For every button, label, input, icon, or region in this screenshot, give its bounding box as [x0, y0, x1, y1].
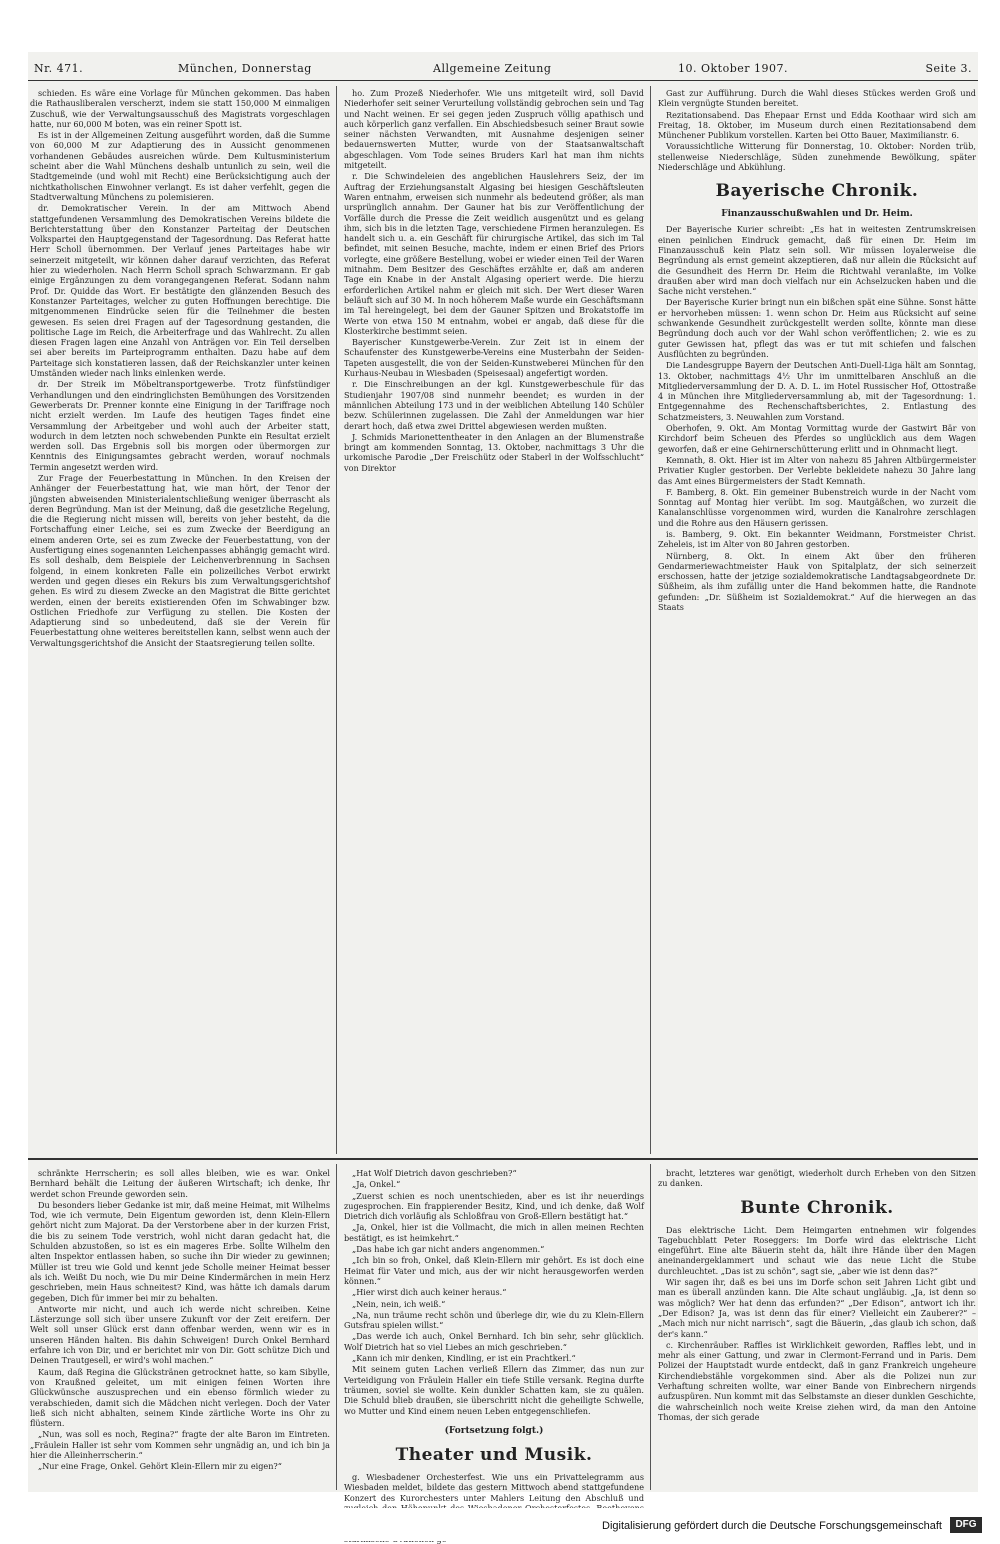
lower-column-3: [658, 1168, 976, 1488]
page-number: Seite 3.: [925, 62, 972, 75]
paragraph: J. Schmids Marionettentheater in den Anlagen an der Blumenstraße bringt am kommenden Sonntag, 13. Oktober, nachmittags 3 Uhr die urkomische Parodie „Der Freischütz oder Staberl in der Wolfsschlucht“ von Direktor: [344, 431, 644, 473]
paragraph: Mit seinem guten Lachen verließ Ellern das Zimmer, das nun zur Verteidigung von Fräulein Haller ein tiefe Stille versank. Regina durfte träumen, soviel sie wollte. Kein dunkler Schatten kam, sie zu quälen. Die Schuld blieb draußen, sie überschritt nicht die geheiligte Schwelle, wo Mutter und Kind einem neuen Leben entgegenschliefen.: [344, 1364, 644, 1416]
paragraph: bracht, letzteres war genötigt, wiederholt durch Erheben von den Sitzen zu danken.: [658, 1168, 976, 1189]
paragraph: Nürnberg, 8. Okt. In einem Akt über den früheren Gendarmeriewachtmeister Hauk von Spitalplatz, der sich seinerzeit erschossen, hatte der jetzige sozialdemokratische Landtagsabgeordnete Dr. Süßheim, als ihm zufällig unter die Hand bekommen hatte, die Randnote gefunden: „Dr. Süßheim ist Sozialdemokrat.“ Auf die hierwegen an das Staats: [658, 550, 976, 613]
paragraph: Du besonders lieber Gedanke ist mir, daß meine Heimat, mit Wilhelms Tod, wie ich vermute, Dein Eigentum geworden ist, denn Klein-Ellern gehört nicht zum Majorat. Da der Verstorbene aber in der kurzen Frist, die bis zu seinem Tode verstrich, wohl nicht daran gedacht hat, die Schulden abzustoßen, so ist es ein mageres Erbe. Sollte Wilhelm den alten Inspektor entlassen haben, so suche ihn Dir wieder zu gewinnen; Müller ist treu wie Gold und kennt jede Scholle meiner Heimat besser als ich. Weißt Du noch, wie Du mir Deine Kindermärchen in mein Herz geschrieben, mein Haus schneitest? Kind, was hätte ich damals darum gegeben, Dich für immer bei mir zu behalten.: [30, 1199, 330, 1303]
paragraph: „Ja, Onkel, hier ist die Vollmacht, die mich in allen meinen Rechten bestätigt, es ist heimkehrt.“: [344, 1222, 644, 1243]
issue-number: Nr. 471.: [34, 62, 84, 75]
paragraph: Der Bayerische Kurier bringt nun ein bißchen spät eine Sühne. Sonst hätte er hervorheben müssen: 1. wenn schon Dr. Heim aus Rücksicht auf seine schwankende Gesundheit zurückgestellt werden sollte, könnte man diese Begründung doch auch vor der Wahl schon veröffentlichen; 2. wie es zu guter Gewissen hat, pflegt das was er tut mit schiefen und falschen Ausflüchten zu begründen.: [658, 297, 976, 359]
section-heading-bayerische-chronik: Bayerische Chronik.: [715, 181, 919, 202]
paragraph: „Hier wirst dich auch keiner heraus.“: [352, 1287, 507, 1298]
paragraph: „Das werde ich auch, Onkel Bernhard. Ich bin sehr, sehr glücklich. Wolf Dietrich hat so viel Liebes an mich geschrieben.“: [344, 1331, 644, 1352]
column-divider: [336, 1164, 337, 1490]
paragraph: schränkte Herrscherin; es soll alles bleiben, wie es war. Onkel Bernhard behält die Leitung der äußeren Wirtschaft; ich denke, Ihr werdet schon Freunde geworden sein.: [30, 1168, 330, 1199]
paragraph: dr. Der Streik im Möbeltransportgewerbe. Trotz fünfstündiger Verhandlungen und den eindringlichsten Bemühungen des Vorsitzenden Gewerberats Dr. Prenner konnte eine Einigung in der Tariffrage noch nicht erzielt werden. Im Laufe des heutigen Tages findet eine Versammlung der Arbeitgeber und wohl auch der Arbeiter statt, wodurch in dem letzten noch schwebenden Punkte ein Resultat erzielt werden soll. Das Ergebnis soll bis morgen oder übermorgen zur Kenntnis des Einigungsamtes gebracht werden, worauf nochmals Termin angesetzt werden wird.: [30, 379, 330, 472]
paragraph: Oberhofen, 9. Okt. Am Montag Vormittag wurde der Gastwirt Bär von Kirchdorf beim Scheuen des Pferdes so unglücklich aus dem Wagen geworfen, daß er eine Gehirnerschütterung erlitt und in Ohnmacht liegt.: [658, 423, 976, 454]
column-divider: [336, 86, 337, 1154]
paragraph: r. Die Einschreibungen an der kgl. Kunstgewerbeschule für das Studienjahr 1907/08 sind nunmehr beendet; es wurden in der männlichen Abteilung 173 und in der weiblichen Abteilung 140 Schüler bezw. Schülerinnen zugelassen. Die Zahl der Anmeldungen war hier derart hoch, daß etwa zwei Drittel abgewiesen werden mußten.: [344, 379, 644, 431]
column-2: [344, 88, 644, 1148]
paragraph: Die Landesgruppe Bayern der Deutschen Anti-Duell-Liga hält am Sonntag, 13. Oktober, nachmittags 4½ Uhr im unmittelbaren Anschluß an die Mitgliederversammlung der D. A. D. L. im Hotel Russischer Hof, Ottostraße 4 in München ihre Mitgliederversammlung ab, mit der Tagesordnung: 1. Entgegennahme des Rechenschaftsberichtes, 2. Entlastung des Schatzmeisters, 3. Neuwahlen zum Vorstand.: [658, 360, 976, 422]
paragraph: „Ja, Onkel.“: [352, 1179, 401, 1190]
paragraph: Das elektrische Licht. Dem Heimgarten entnehmen wir folgendes Tagebuchblatt Peter Roseggers: Im Dorfe wird das elektrische Licht eingeführt. Eine alte Bäuerin steht da, hält ihre Hände über den Magen aneinandergeklammert und schaut wie das neue Licht die Stube durchleuchtet. „Das ist zu schön“, sagt sie, „aber wie ist denn das?“: [658, 1224, 976, 1276]
section-heading-theater: Theater und Musik.: [395, 1445, 593, 1466]
paragraph: Kaum, daß Regina die Glückstränen getrocknet hatte, so kam Sibylle, von Kraußned geleitet, um mit einigen feinen Worten ihre Glückwünsche auszusprechen und ein ebenso förmlich wieder zu verabschieden, damit sich die Mädchen nicht verlegen. Doch der Vater ließ sich nicht abhalten, seinem Kinde zärtliche Worte ins Ohr zu flüstern.: [30, 1366, 330, 1429]
paragraph: dr. Demokratischer Verein. In der am Mittwoch Abend stattgefundenen Versammlung des Demokratischen Vereins bildete die Berichterstattung über den Konstanzer Parteitag der Deutschen Volkspartei den Hauptgegenstand der Tagesordnung. Das Referat hatte Herr Scholl übernommen. Der Verlauf jenes Parteitages habe wir seinerzeit mitgeteilt, wir können daher darauf verzichten, das Referat hier zu wiederholen. Nach Herrn Scholl sprach Schwarzmann. Er gab einige Ergänzungen zu dem vorangegangenen Referat. Sodann nahm Prof. Dr. Quidde das Wort. Er bestätigte den glänzenden Besuch des Konstanzer Parteitages, welcher zu guten Hoffnungen berechtige. Die mitgenommenen Eindrücke seien für die Teilnehmer die besten gewesen. Es seien drei Fragen auf der Tagesordnung gestanden, die politische Lage im Reich, die Arbeiterfrage und das Wahlrecht. Zu allen diesen Fragen lagen eine Anzahl von Anträgen vor. Ein Teil derselben sei aber bereits im Parteiprogramm enthalten. Dazu habe auf dem Parteitage sich konstatieren lassen, daß der Reichskanzler unter keinen Umständen wieder nach links einlenken werde.: [30, 203, 330, 379]
paragraph: Bayerischer Kunstgewerbe-Verein. Zur Zeit ist in einem der Schaufenster des Kunstgewerbe-Vereins eine Musterbahn der Seiden-Tapeten ausgestellt, die von der Seiden-Kunstweberei München für den Kurhaus-Neubau in Wiesbaden (Speisesaal) angefertigt worden.: [344, 337, 644, 379]
paragraph: Antworte mir nicht, und auch ich werde nicht schreiben. Keine Lästerzunge soll sich über unsere Zukunft vor der Zeit ereifern. Der Welt soll unser Glück erst dann offenbar werden, wenn wir es in unseren Händen halten. Bis dahin Schweigen! Durch Onkel Bernhard erfahre ich von Dir, und er berichtet mir von Dir. Gott schütze Dich und Deinen Trautgesell, er wird's wohl machen.“: [30, 1303, 330, 1366]
newspaper-page: [28, 52, 978, 1503]
page-header: [28, 58, 978, 81]
paragraph: „Kann ich mir denken, Kindling, er ist ein Prachtkerl.“: [352, 1353, 576, 1364]
paragraph: Voraussichtliche Witterung für Donnerstag, 10. Oktober: Norden trüb, stellenweise Niederschläge, Süden zunehmende Bewölkung, später Niederschläge und Abkühlung.: [658, 141, 976, 173]
paragraph: Wir sagen ihr, daß es bei uns im Dorfe schon seit Jahren Licht gibt und man es überall anzünden kann. Die Alte schaut ungläubig. „Ja, ist denn so was möglich? Wer hat denn das erfunden?“ „Der Edison“, antwort ich ihr. „Der Edison? Ja, was ist denn das für einer? Vielleicht ein Zauberer?“ – „Mach mich nur nicht narrisch“, sagt die Bäuerin, „das glaub ich schon, daß der's kann.“: [658, 1277, 976, 1339]
paragraph: Gast zur Aufführung. Durch die Wahl dieses Stückes werden Groß und Klein vergnügte Stunden bereitet.: [658, 88, 976, 109]
column-3: [658, 88, 976, 1148]
newspaper-title: Allgemeine Zeitung: [433, 62, 552, 75]
issue-date: 10. Oktober 1907.: [678, 62, 789, 75]
paragraph: „Ich bin so froh, Onkel, daß Klein-Ellern mir gehört. Es ist doch eine Heimat für Vater und mich, aus der wir nicht herausgeworfen werden können.“: [344, 1255, 644, 1286]
paragraph: r. Die Schwindeleien des angeblichen Hauslehrers Seiz, der im Auftrag der Erziehungsanstalt Algasing bei hiesigen Geschäftsleuten Waren entnahm, erweisen sich nunmehr als bedeutend größer, als man ursprünglich annahm. Der Gauner hat bis zur Veröffentlichung der Vorfälle durch die Presse die Zeit weidlich ausgenützt und es gelang ihm, sich bis in die letzten Tage, verschiedene Firmen heranzulegen. Es handelt sich u. a. ein Geschäft für chirurgische Artikel, das sich im Tal befindet, mit seinen Besuche, machte, indem er einen Brief des Priors vorlegte, eine größere Bestellung, wobei er wieder einen Teil der Waren mitnahm. Dem Besitzer des Geschäftes erzählte er, daß am anderen Tage ein Knabe in der Anstalt Algasing operiert werde. Die hierzu erforderlichen Artikel nahm er gleich mit sich. Der Wert dieser Waren beläuft sich auf 30 M. In noch höherem Maße wurde ein Geschäftsmann im Tal hereingelegt, bei dem der Gauner Spitzen und Brokatstoffe im Werte von etwa 150 M entnahm, wobei er angab, daß diese für die Klosterkirche bestimmt seien.: [344, 171, 644, 336]
column-1: [30, 88, 330, 1148]
section-divider: [28, 1158, 978, 1160]
paragraph: „Na, nun träume recht schön und überlege dir, wie du zu Klein-Ellern Gutsfrau spielen willst.“: [344, 1309, 644, 1331]
paragraph: F. Bamberg, 8. Okt. Ein gemeiner Bubenstreich wurde in der Nacht vom Sonntag auf Montag hier verübt. Im sog. Mautgäßchen, wo zurzeit die Kanalanschlüsse vorgenommen wird, wurden die Kanalrohre zerschlagen und die Rohre aus den Häusern gerissen.: [658, 486, 976, 528]
lower-column-1: [30, 1168, 330, 1488]
lower-column-2: [344, 1168, 644, 1503]
subheading: Finanzausschußwahlen und Dr. Heim.: [721, 209, 913, 220]
funding-credit: Digitalisierung gefördert durch die Deutsche Forschungsgemeinschaft: [602, 1520, 942, 1532]
paragraph: „Zuerst schien es noch unentschieden, aber es ist ihr neuerdings zugesprochen. Ein frappierender Besitz, Kind, und ich denke, daß Wolf Dietrich dich vorläufig als Schloßfrau von Groß-Ellern bestätigt hat.“: [344, 1190, 644, 1222]
continuation-note: (Fortsetzung folgt.): [444, 1425, 544, 1436]
dfg-logo: DFG: [950, 1517, 982, 1533]
paragraph: Zur Frage der Feuerbestattung in München. In den Kreisen der Anhänger der Feuerbestattung hat, wie man hört, der Tenor der jüngsten abweisenden Ministerialentschließung weniger überrascht als deren Begründung. Man ist der Meinung, daß die gesetzliche Regelung, die die Regierung nicht missen will, bereits von jeher besteht, da die Fortschaffung einer Leiche, sei es zum Zwecke der Beerdigung an einem anderen Orte, sei es zum Zwecke der Feuerbestattung, von der Ausfertigung eines sogenannten Leichenpasses abhängig gemacht wird. Es soll deshalb, dem Beispiele der Leichenverbrennung in Sachsen folgend, in einem konkreten Falle ein polizeiliches Verbot erwirkt werden und gegen dieses ein Rekurs bis zum Verwaltungsgerichtshof gehen. Es wird zu diesem Zwecke an den Magistrat die Bitte gerichtet werden, einen der bereits existierenden Ofen im Schwabinger bzw. Ostlichen Friedhofe zur Verfügung zu stellen. Die Kosten der Adaptierung sind so unbedeutend, daß sie der Verein für Feuerbestattung ohne weiteres bereitstellen kann, selbst wenn auch der Verwaltungsgerichtshof die Ansicht der Staatsregierung teilen sollte.: [30, 472, 330, 648]
paragraph: c. Kirchenräuber. Raffles ist Wirklichkeit geworden, Raffles lebt, und in mehr als einer Gattung, und zwar in Clermont-Ferrand und in Paris. Dem Polizei der Hauptstadt wurde entdeckt, daß in ganz Frankreich ungeheure Kirchendiebstähle vorgekommen sind. Aber als die Polizei nun zur Verhaftung schreiten wollte, war einer Bande von Einbrechern nirgends aufzuspüren. Nun kommt mit das Selbstamste an dieser dunklen Geschichte, die wahrscheinlich noch weite Kreise ziehen wird, da man den Antoine Thomas, der sich gerade: [658, 1339, 976, 1422]
paragraph: is. Bamberg, 9. Okt. Ein bekannter Weidmann, Forstmeister Christ. Zeheleis, ist im Alter von 80 Jahren gestorben.: [658, 528, 976, 550]
column-divider: [650, 1164, 651, 1490]
column-divider: [650, 86, 651, 1154]
place-day: München, Donnerstag: [178, 62, 312, 75]
section-heading-bunte-chronik: Bunte Chronik.: [740, 1197, 894, 1218]
paragraph: „Nein, nein, ich weiß.“: [352, 1298, 446, 1309]
paragraph: „Nun, was soll es noch, Regina?“ fragte der alte Baron im Eintreten. „Fräulein Haller ist sehr vom Kommen sehr ungnädig an, und ich bin ja hier die Alleinherrscherin.“: [30, 1429, 330, 1461]
paragraph: Rezitationsabend. Das Ehepaar Ernst und Edda Koothaar wird sich am Freitag, 18. Oktober, im Museum durch einen Rezitationsabend dem Münchener Publikum vorstellen. Karten bei Otto Bauer, Maximilianstr. 6.: [658, 109, 976, 141]
paragraph: Es ist in der Allgemeinen Zeitung ausgeführt worden, daß die Summe von 60,000 M zur Adaptierung des in Aussicht genommenen vorhandenen Gebäudes ausreichen würde. Dem Kultusministerium scheint aber die Wahl Münchens deshalb untunlich zu sein, weil die Stadtgemeinde (und wohl mit Recht) eine Berücksichtigung auch der nichtkatholischen Einwohner verlangt. Es ist daher verfehlt, gegen die Stadtverwaltung Münchens zu polemisieren.: [30, 130, 330, 202]
paragraph: Kemnath, 8. Okt. Hier ist im Alter von nahezu 85 Jahren Altbürgermeister Privatier Kugler gestorben. Der Verlebte bekleidete nahezu 30 Jahre lang das Amt eines Bürgermeisters der Stadt Kemnath.: [658, 454, 976, 486]
paragraph: „Nur eine Frage, Onkel. Gehört Klein-Ellern mir zu eigen?“: [38, 1461, 282, 1472]
paragraph: Der Bayerische Kurier schreibt: „Es hat in weitesten Zentrumskreisen einen peinlichen Eindruck gemacht, daß für einen Dr. Heim im Finanzausschuß kein Platz sein soll. Wir müssen loyalerweise die Begründung als ernst gemeint akzeptieren, daß nur allein die Rücksicht auf die Gesundheit des Herrn Dr. Heim die Richtwahl veranlaßte, im Volke draußen aber wird man doch vielfach nur ein Achselzucken haben und die Sache nicht verstehen.“: [658, 224, 976, 297]
digitization-footer: [0, 1508, 1000, 1541]
paragraph: „Das habe ich gar nicht anders angenommen.“: [352, 1244, 545, 1255]
paragraph: g. Wiesbadener Orchesterfest. Wie uns ein Privattelegramm aus Wiesbaden meldet, bildete das gestern Mittwoch abend stattgefundene Konzert des Kurorchesters unter Mahlers Leitung den Abschluß und: [344, 1472, 644, 1503]
paragraph: schieden. Es wäre eine Vorlage für München gekommen. Das haben die Rathausliberalen verscherzt, indem sie statt 150,000 M einmaligen Zuschuß, wie der Verwaltungsausschuß des Magistrats vorgeschlagen hatte, nur 60,000 M boten, was ein reiner Spott ist.: [30, 88, 330, 129]
paragraph: ho. Zum Prozeß Niederhofer. Wie uns mitgeteilt wird, soll David Niederhofer seit seiner Verurteilung vollständig gebrochen sein und Tag und Nacht weinen. Er sei gegen jeden Zuspruch völlig apathisch und auch körperlich ganz verfallen. Ein Abschiedsbesuch seiner Braut sowie seiner nächsten Verwandten, mit Ausnahme desjenigen seiner bedauernswerten Mutter, wurde von der Staatsanwaltschaft abgeschlagen. Vom Tode seines Bruders Karl hat man ihm nichts mitgeteilt.: [344, 88, 644, 171]
paragraph: „Hat Wolf Dietrich davon geschrieben?“: [352, 1168, 517, 1178]
